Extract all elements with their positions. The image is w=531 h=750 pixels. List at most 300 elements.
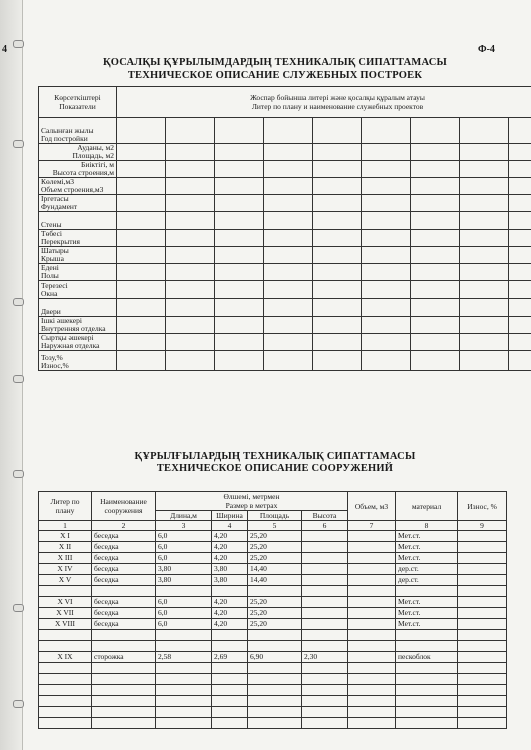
indicator-label: Едені Полы [39, 264, 117, 281]
column-number: 5 [248, 521, 302, 531]
structure-row [39, 707, 507, 718]
indicator-label: Биіктігі, м Высота строения,м [39, 161, 117, 178]
structure-width-cell: 4,20 [212, 542, 248, 553]
indicator-row [39, 230, 531, 247]
indicator-cell [215, 118, 264, 144]
structure-length-cell [156, 641, 212, 652]
structure-volume-cell [348, 619, 396, 630]
structure-height-cell [302, 597, 348, 608]
indicator-cell [313, 247, 362, 264]
indicator-cell [264, 230, 313, 247]
structure-liter-cell: X IV [39, 564, 92, 575]
structure-length-cell: 6,0 [156, 542, 212, 553]
structure-material-cell [396, 674, 458, 685]
indicator-cell [264, 351, 313, 371]
structure-material-cell [396, 586, 458, 597]
indicator-row [39, 212, 531, 230]
indicator-cell [313, 161, 362, 178]
indicator-cell [264, 299, 313, 317]
structure-material-cell: дер.ст. [396, 575, 458, 586]
column-number: 9 [458, 521, 507, 531]
indicator-row [39, 118, 531, 144]
column-number: 1 [39, 521, 92, 531]
structure-row [39, 652, 507, 663]
indicator-cell [411, 317, 460, 334]
indicator-row [39, 281, 531, 299]
indicator-cell [313, 118, 362, 144]
indicator-cell [166, 178, 215, 195]
indicator-cell [117, 247, 166, 264]
indicator-cell [264, 264, 313, 281]
indicator-label: Ауданы, м2 Площадь, м2 [39, 144, 117, 161]
indicator-cell [460, 264, 509, 281]
column-number: 3 [156, 521, 212, 531]
indicator-cell [166, 317, 215, 334]
indicator-cell [117, 264, 166, 281]
structure-liter-cell: X II [39, 542, 92, 553]
indicator-cell [460, 118, 509, 144]
indicator-label: Іргетасы Фундамент [39, 195, 117, 212]
structure-row [39, 575, 507, 586]
indicator-cell [166, 351, 215, 371]
structure-name-cell [92, 685, 156, 696]
binding-hole [13, 40, 24, 48]
structure-liter-cell [39, 630, 92, 641]
column-number: 6 [302, 521, 348, 531]
structure-row [39, 564, 507, 575]
structure-volume-cell [348, 663, 396, 674]
structure-material-cell: Мет.ст. [396, 531, 458, 542]
structure-liter-cell: X V [39, 575, 92, 586]
structure-liter-cell [39, 674, 92, 685]
indicator-cell [411, 351, 460, 371]
structure-material-cell [396, 696, 458, 707]
indicator-cell [215, 264, 264, 281]
structure-width-cell: 4,20 [212, 531, 248, 542]
structure-width-cell [212, 586, 248, 597]
structure-volume-cell [348, 597, 396, 608]
structure-height-cell [302, 575, 348, 586]
indicator-cell [166, 264, 215, 281]
indicator-cell [264, 212, 313, 230]
indicator-cell [117, 281, 166, 299]
indicator-row [39, 144, 531, 161]
structure-width-cell [212, 663, 248, 674]
indicator-label: Ішкі әшекері Внутренняя отделка [39, 317, 117, 334]
structure-length-cell [156, 685, 212, 696]
indicator-cell [460, 212, 509, 230]
material-col-header: материал [396, 492, 458, 521]
structure-area-cell: 6,90 [248, 652, 302, 663]
indicator-cell [509, 212, 531, 230]
indicator-cell [411, 264, 460, 281]
indicator-cell [313, 195, 362, 212]
structure-area-cell [248, 674, 302, 685]
binding-hole [13, 298, 24, 306]
structure-volume-cell [348, 564, 396, 575]
structure-volume-cell [348, 542, 396, 553]
indicator-cell [411, 144, 460, 161]
structure-height-cell [302, 531, 348, 542]
indicator-cell [362, 144, 411, 161]
structure-material-cell [396, 663, 458, 674]
structure-volume-cell [348, 674, 396, 685]
indicator-cell [362, 161, 411, 178]
indicator-cell [117, 118, 166, 144]
structure-name-cell: беседка [92, 542, 156, 553]
wear-col-header: Износ, % [458, 492, 507, 521]
structure-volume-cell [348, 608, 396, 619]
indicator-cell [166, 281, 215, 299]
column-number: 4 [212, 521, 248, 531]
structure-volume-cell [348, 641, 396, 652]
indicator-cell [411, 281, 460, 299]
indicator-cell [166, 230, 215, 247]
indicator-cell [411, 195, 460, 212]
structure-length-cell: 6,0 [156, 531, 212, 542]
structure-name-cell: беседка [92, 564, 156, 575]
service-buildings-table [38, 86, 531, 371]
structure-width-cell: 3,80 [212, 575, 248, 586]
indicator-row [39, 299, 531, 317]
indicator-cell [313, 317, 362, 334]
structure-row [39, 542, 507, 553]
structure-height-cell [302, 630, 348, 641]
indicator-cell [313, 230, 362, 247]
indicator-row [39, 317, 531, 334]
structure-volume-cell [348, 586, 396, 597]
structure-material-cell [396, 707, 458, 718]
indicator-row [39, 351, 531, 371]
structure-volume-cell [348, 718, 396, 729]
indicator-cell [166, 334, 215, 351]
structure-width-cell: 4,20 [212, 553, 248, 564]
structure-area-cell [248, 641, 302, 652]
structure-height-cell: 2,30 [302, 652, 348, 663]
column-number: 2 [92, 521, 156, 531]
structure-wear-cell [458, 641, 507, 652]
structure-volume-cell [348, 630, 396, 641]
structure-wear-cell [458, 586, 507, 597]
structure-length-cell: 6,0 [156, 597, 212, 608]
indicator-row [39, 264, 531, 281]
structure-height-cell [302, 542, 348, 553]
structure-name-cell [92, 707, 156, 718]
structure-row [39, 685, 507, 696]
name-col-header: Наименование сооружения [92, 492, 156, 521]
binding-strip [0, 0, 23, 750]
structure-name-cell: сторожка [92, 652, 156, 663]
indicator-cell [411, 299, 460, 317]
structure-width-cell: 4,20 [212, 619, 248, 630]
structure-row [39, 619, 507, 630]
indicator-cell [362, 230, 411, 247]
indicator-cell [215, 317, 264, 334]
structure-length-cell [156, 674, 212, 685]
structure-name-cell: беседка [92, 575, 156, 586]
indicator-cell [117, 195, 166, 212]
indicator-cell [509, 118, 531, 144]
indicator-cell [166, 161, 215, 178]
structure-area-cell [248, 685, 302, 696]
indicator-cell [362, 212, 411, 230]
structure-area-cell [248, 586, 302, 597]
indicator-cell [264, 247, 313, 264]
indicator-cell [215, 230, 264, 247]
indicator-cell [117, 212, 166, 230]
structure-length-cell [156, 707, 212, 718]
indicator-label: Сыртқы әшекері Наружная отделка [39, 334, 117, 351]
structure-liter-cell [39, 641, 92, 652]
structure-wear-cell [458, 619, 507, 630]
structure-height-cell [302, 586, 348, 597]
structure-liter-cell: X IX [39, 652, 92, 663]
structure-name-cell: беседка [92, 597, 156, 608]
structure-material-cell: Мет.ст. [396, 597, 458, 608]
structure-height-cell [302, 685, 348, 696]
indicator-label: Двери [39, 299, 117, 317]
binding-hole [13, 700, 24, 708]
structure-name-cell: беседка [92, 531, 156, 542]
structure-length-cell: 2,58 [156, 652, 212, 663]
indicator-cell [215, 195, 264, 212]
indicator-cell [313, 281, 362, 299]
indicator-cell [509, 178, 531, 195]
structure-wear-cell [458, 553, 507, 564]
structure-length-cell [156, 630, 212, 641]
indicator-cell [215, 178, 264, 195]
structure-width-cell: 3,80 [212, 564, 248, 575]
structure-row [39, 553, 507, 564]
indicator-cell [166, 195, 215, 212]
structure-name-cell [92, 586, 156, 597]
structure-name-cell [92, 674, 156, 685]
binding-hole [13, 470, 24, 478]
structure-row [39, 531, 507, 542]
structure-length-cell [156, 696, 212, 707]
structure-row [39, 630, 507, 641]
indicator-cell [313, 351, 362, 371]
form-number: Ф-4 [478, 44, 495, 55]
section2-title-ru: ТЕХНИЧЕСКОЕ ОПИСАНИЕ СООРУЖЕНИЙ [156, 463, 394, 474]
indicator-cell [460, 334, 509, 351]
structure-material-cell [396, 630, 458, 641]
indicator-cell [313, 212, 362, 230]
structure-material-cell: пескоблок [396, 652, 458, 663]
area-col-header: Площадь [248, 511, 302, 521]
structure-area-cell: 25,20 [248, 597, 302, 608]
structure-area-cell: 25,20 [248, 619, 302, 630]
indicator-cell [362, 178, 411, 195]
indicator-cell [460, 351, 509, 371]
structure-area-cell [248, 696, 302, 707]
structure-height-cell [302, 674, 348, 685]
structure-volume-cell [348, 575, 396, 586]
structure-wear-cell [458, 542, 507, 553]
structure-volume-cell [348, 652, 396, 663]
structure-width-cell [212, 674, 248, 685]
structure-wear-cell [458, 575, 507, 586]
structure-wear-cell [458, 707, 507, 718]
structure-height-cell [302, 696, 348, 707]
indicator-cell [166, 144, 215, 161]
structure-wear-cell [458, 674, 507, 685]
indicator-row [39, 247, 531, 264]
indicator-cell [166, 247, 215, 264]
structure-height-cell [302, 608, 348, 619]
indicator-cell [264, 281, 313, 299]
structure-row [39, 608, 507, 619]
structure-row [39, 674, 507, 685]
structure-liter-cell: X III [39, 553, 92, 564]
indicator-cell [215, 281, 264, 299]
structure-liter-cell [39, 718, 92, 729]
section2-title-kz: ҚҰРЫЛҒЫЛАРДЫҢ ТЕХНИКАЛЫҚ СИПАТТАМАСЫ [134, 451, 416, 462]
height-col-header: Высота [302, 511, 348, 521]
structure-area-cell: 25,20 [248, 608, 302, 619]
structure-area-cell: 25,20 [248, 542, 302, 553]
indicator-cell [460, 247, 509, 264]
structure-material-cell: дер.ст. [396, 564, 458, 575]
structure-length-cell: 6,0 [156, 619, 212, 630]
indicator-cell [166, 212, 215, 230]
structure-row [39, 718, 507, 729]
indicator-cell [460, 144, 509, 161]
page-number: 4 [2, 44, 7, 55]
indicator-cell [509, 351, 531, 371]
structure-volume-cell [348, 685, 396, 696]
indicator-cell [362, 299, 411, 317]
structure-width-cell [212, 630, 248, 641]
indicator-cell [264, 195, 313, 212]
liter-col-header: Литер по плану [39, 492, 92, 521]
column-number: 8 [396, 521, 458, 531]
indicator-cell [509, 317, 531, 334]
indicator-cell [411, 212, 460, 230]
indicators-header: Көрсеткіштері Показатели [39, 87, 117, 118]
indicator-cell [264, 118, 313, 144]
structure-liter-cell: X VIII [39, 619, 92, 630]
structure-row [39, 696, 507, 707]
indicator-cell [362, 351, 411, 371]
indicator-cell [264, 178, 313, 195]
indicator-cell [313, 264, 362, 281]
structure-area-cell: 14,40 [248, 575, 302, 586]
indicator-cell [362, 247, 411, 264]
binding-hole [13, 375, 24, 383]
structure-wear-cell [458, 652, 507, 663]
indicator-row [39, 178, 531, 195]
column-number-row [39, 521, 507, 531]
indicator-cell [313, 334, 362, 351]
structure-width-cell [212, 641, 248, 652]
indicator-row [39, 161, 531, 178]
structure-volume-cell [348, 696, 396, 707]
structure-height-cell [302, 564, 348, 575]
indicator-cell [509, 247, 531, 264]
indicator-cell [460, 195, 509, 212]
structure-liter-cell [39, 696, 92, 707]
indicator-cell [362, 118, 411, 144]
indicator-cell [215, 144, 264, 161]
structure-name-cell: беседка [92, 553, 156, 564]
structure-area-cell: 25,20 [248, 531, 302, 542]
structure-wear-cell [458, 696, 507, 707]
liter-header: Жоспар бойынша литері және қосалқы құралым атауы Литер по плану и наименование служебных проектов [117, 87, 531, 118]
structure-wear-cell [458, 685, 507, 696]
indicator-cell [509, 144, 531, 161]
indicator-cell [509, 264, 531, 281]
structure-length-cell: 6,0 [156, 608, 212, 619]
indicator-cell [117, 144, 166, 161]
indicator-label: Тозу,% Износ,% [39, 351, 117, 371]
structure-material-cell: Мет.ст. [396, 619, 458, 630]
indicator-cell [264, 144, 313, 161]
structure-name-cell: беседка [92, 608, 156, 619]
structure-liter-cell: X VII [39, 608, 92, 619]
binding-hole [13, 140, 24, 148]
structure-area-cell: 25,20 [248, 553, 302, 564]
indicator-cell [166, 299, 215, 317]
indicator-cell [117, 351, 166, 371]
indicator-cell [362, 317, 411, 334]
structure-length-cell [156, 663, 212, 674]
indicator-cell [411, 161, 460, 178]
indicator-cell [460, 178, 509, 195]
structure-liter-cell: X I [39, 531, 92, 542]
indicator-cell [411, 118, 460, 144]
indicator-cell [117, 317, 166, 334]
structure-height-cell [302, 553, 348, 564]
structure-volume-cell [348, 707, 396, 718]
indicator-cell [460, 281, 509, 299]
structure-liter-cell [39, 707, 92, 718]
structure-name-cell [92, 641, 156, 652]
indicator-row [39, 195, 531, 212]
structure-material-cell: Мет.ст. [396, 542, 458, 553]
indicator-cell [264, 334, 313, 351]
indicator-cell [215, 247, 264, 264]
structures-table [38, 491, 507, 729]
indicator-cell [460, 299, 509, 317]
section1-title-ru: ТЕХНИЧЕСКОЕ ОПИСАНИЕ СЛУЖЕБНЫХ ПОСТРОЕК [127, 70, 423, 81]
indicator-cell [509, 299, 531, 317]
structure-area-cell [248, 707, 302, 718]
structure-area-cell [248, 718, 302, 729]
length-col-header: Длина,м [156, 511, 212, 521]
structure-name-cell: беседка [92, 619, 156, 630]
structure-name-cell [92, 630, 156, 641]
indicator-cell [411, 230, 460, 247]
indicator-cell [460, 230, 509, 247]
indicator-cell [313, 144, 362, 161]
structure-height-cell [302, 641, 348, 652]
structure-width-cell: 4,20 [212, 597, 248, 608]
indicator-cell [215, 161, 264, 178]
structure-wear-cell [458, 564, 507, 575]
structure-width-cell: 4,20 [212, 608, 248, 619]
indicator-cell [411, 178, 460, 195]
structure-wear-cell [458, 663, 507, 674]
structure-name-cell [92, 696, 156, 707]
structure-volume-cell [348, 531, 396, 542]
structure-length-cell: 3,80 [156, 564, 212, 575]
structure-height-cell [302, 718, 348, 729]
structure-row [39, 663, 507, 674]
structure-width-cell [212, 696, 248, 707]
structure-width-cell [212, 707, 248, 718]
structure-material-cell [396, 718, 458, 729]
